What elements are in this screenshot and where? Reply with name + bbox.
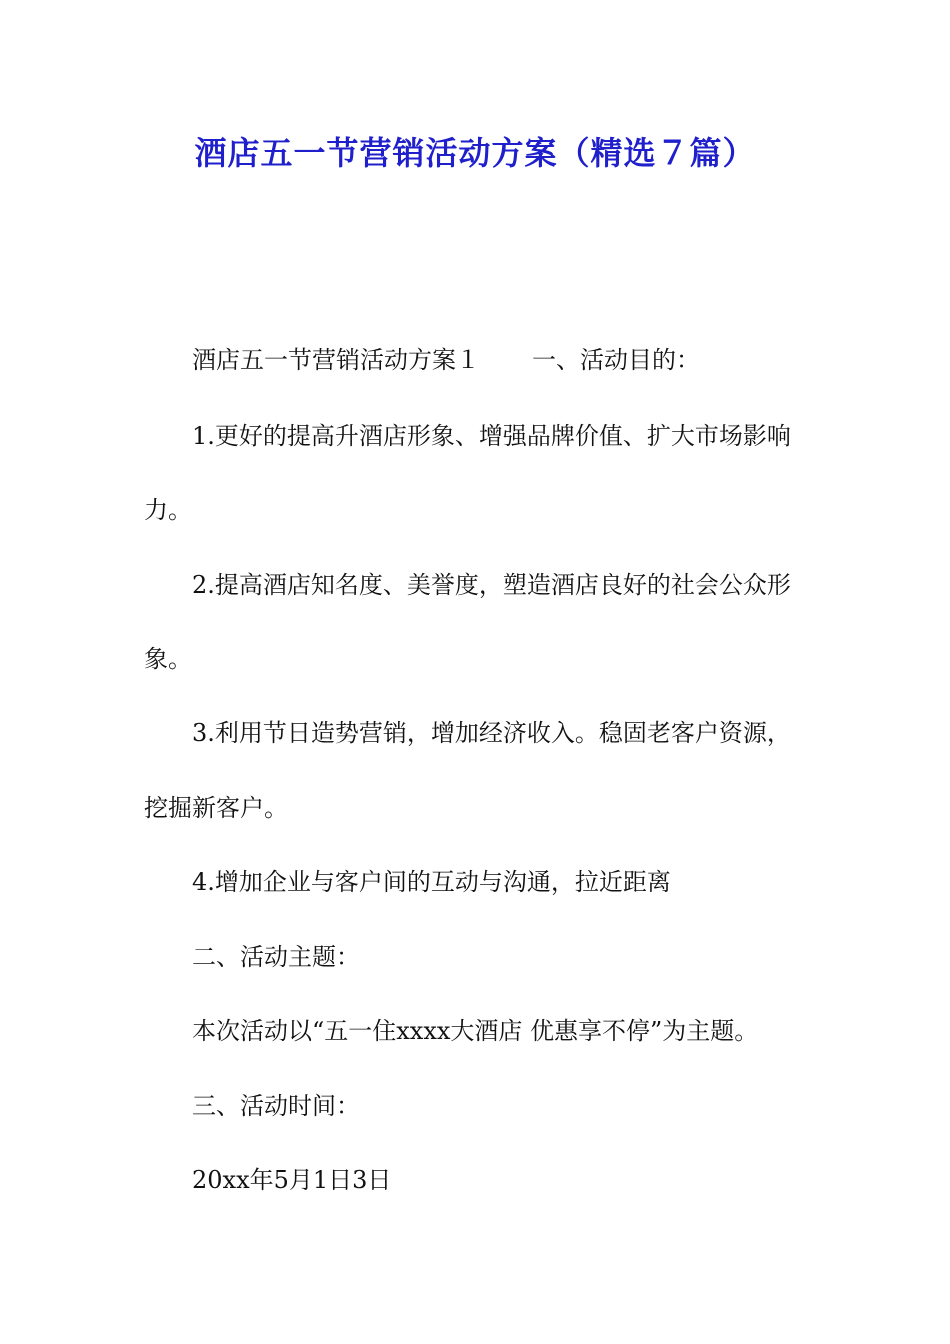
plan-heading: 酒店五一节营销活动方案１ (192, 346, 480, 374)
time-text: 20xx年5月1日3日 (192, 1166, 392, 1194)
goal-item-4: 4.增加企业与客户间的互动与沟通，拉近距离 (192, 868, 671, 896)
section-heading-theme: 二、活动主题： (192, 943, 360, 971)
goal-item-1: 1.更好的提高升酒店形象、增强品牌价值、扩大市场影响 (192, 422, 791, 450)
plan-heading-line (192, 342, 700, 378)
goal-item-1-continued: 力。 (144, 496, 192, 524)
document-title: 酒店五一节营销活动方案（精选７篇） (194, 134, 756, 172)
goal-item-2-continued: 象。 (144, 645, 192, 673)
goal-item-3-continued: 挖掘新客户。 (144, 794, 288, 822)
goal-item-2: 2.提高酒店知名度、美誉度，塑造酒店良好的社会公众形 (192, 571, 791, 599)
section-heading-time: 三、活动时间： (192, 1092, 360, 1120)
goal-item-3: 3.利用节日造势营销，增加经济收入。稳固老客户资源， (192, 719, 791, 747)
section-heading-goal: 一、活动目的： (532, 346, 700, 374)
theme-text: 本次活动以“五一住xxxx大酒店 优惠享不停”为主题。 (192, 1017, 759, 1045)
